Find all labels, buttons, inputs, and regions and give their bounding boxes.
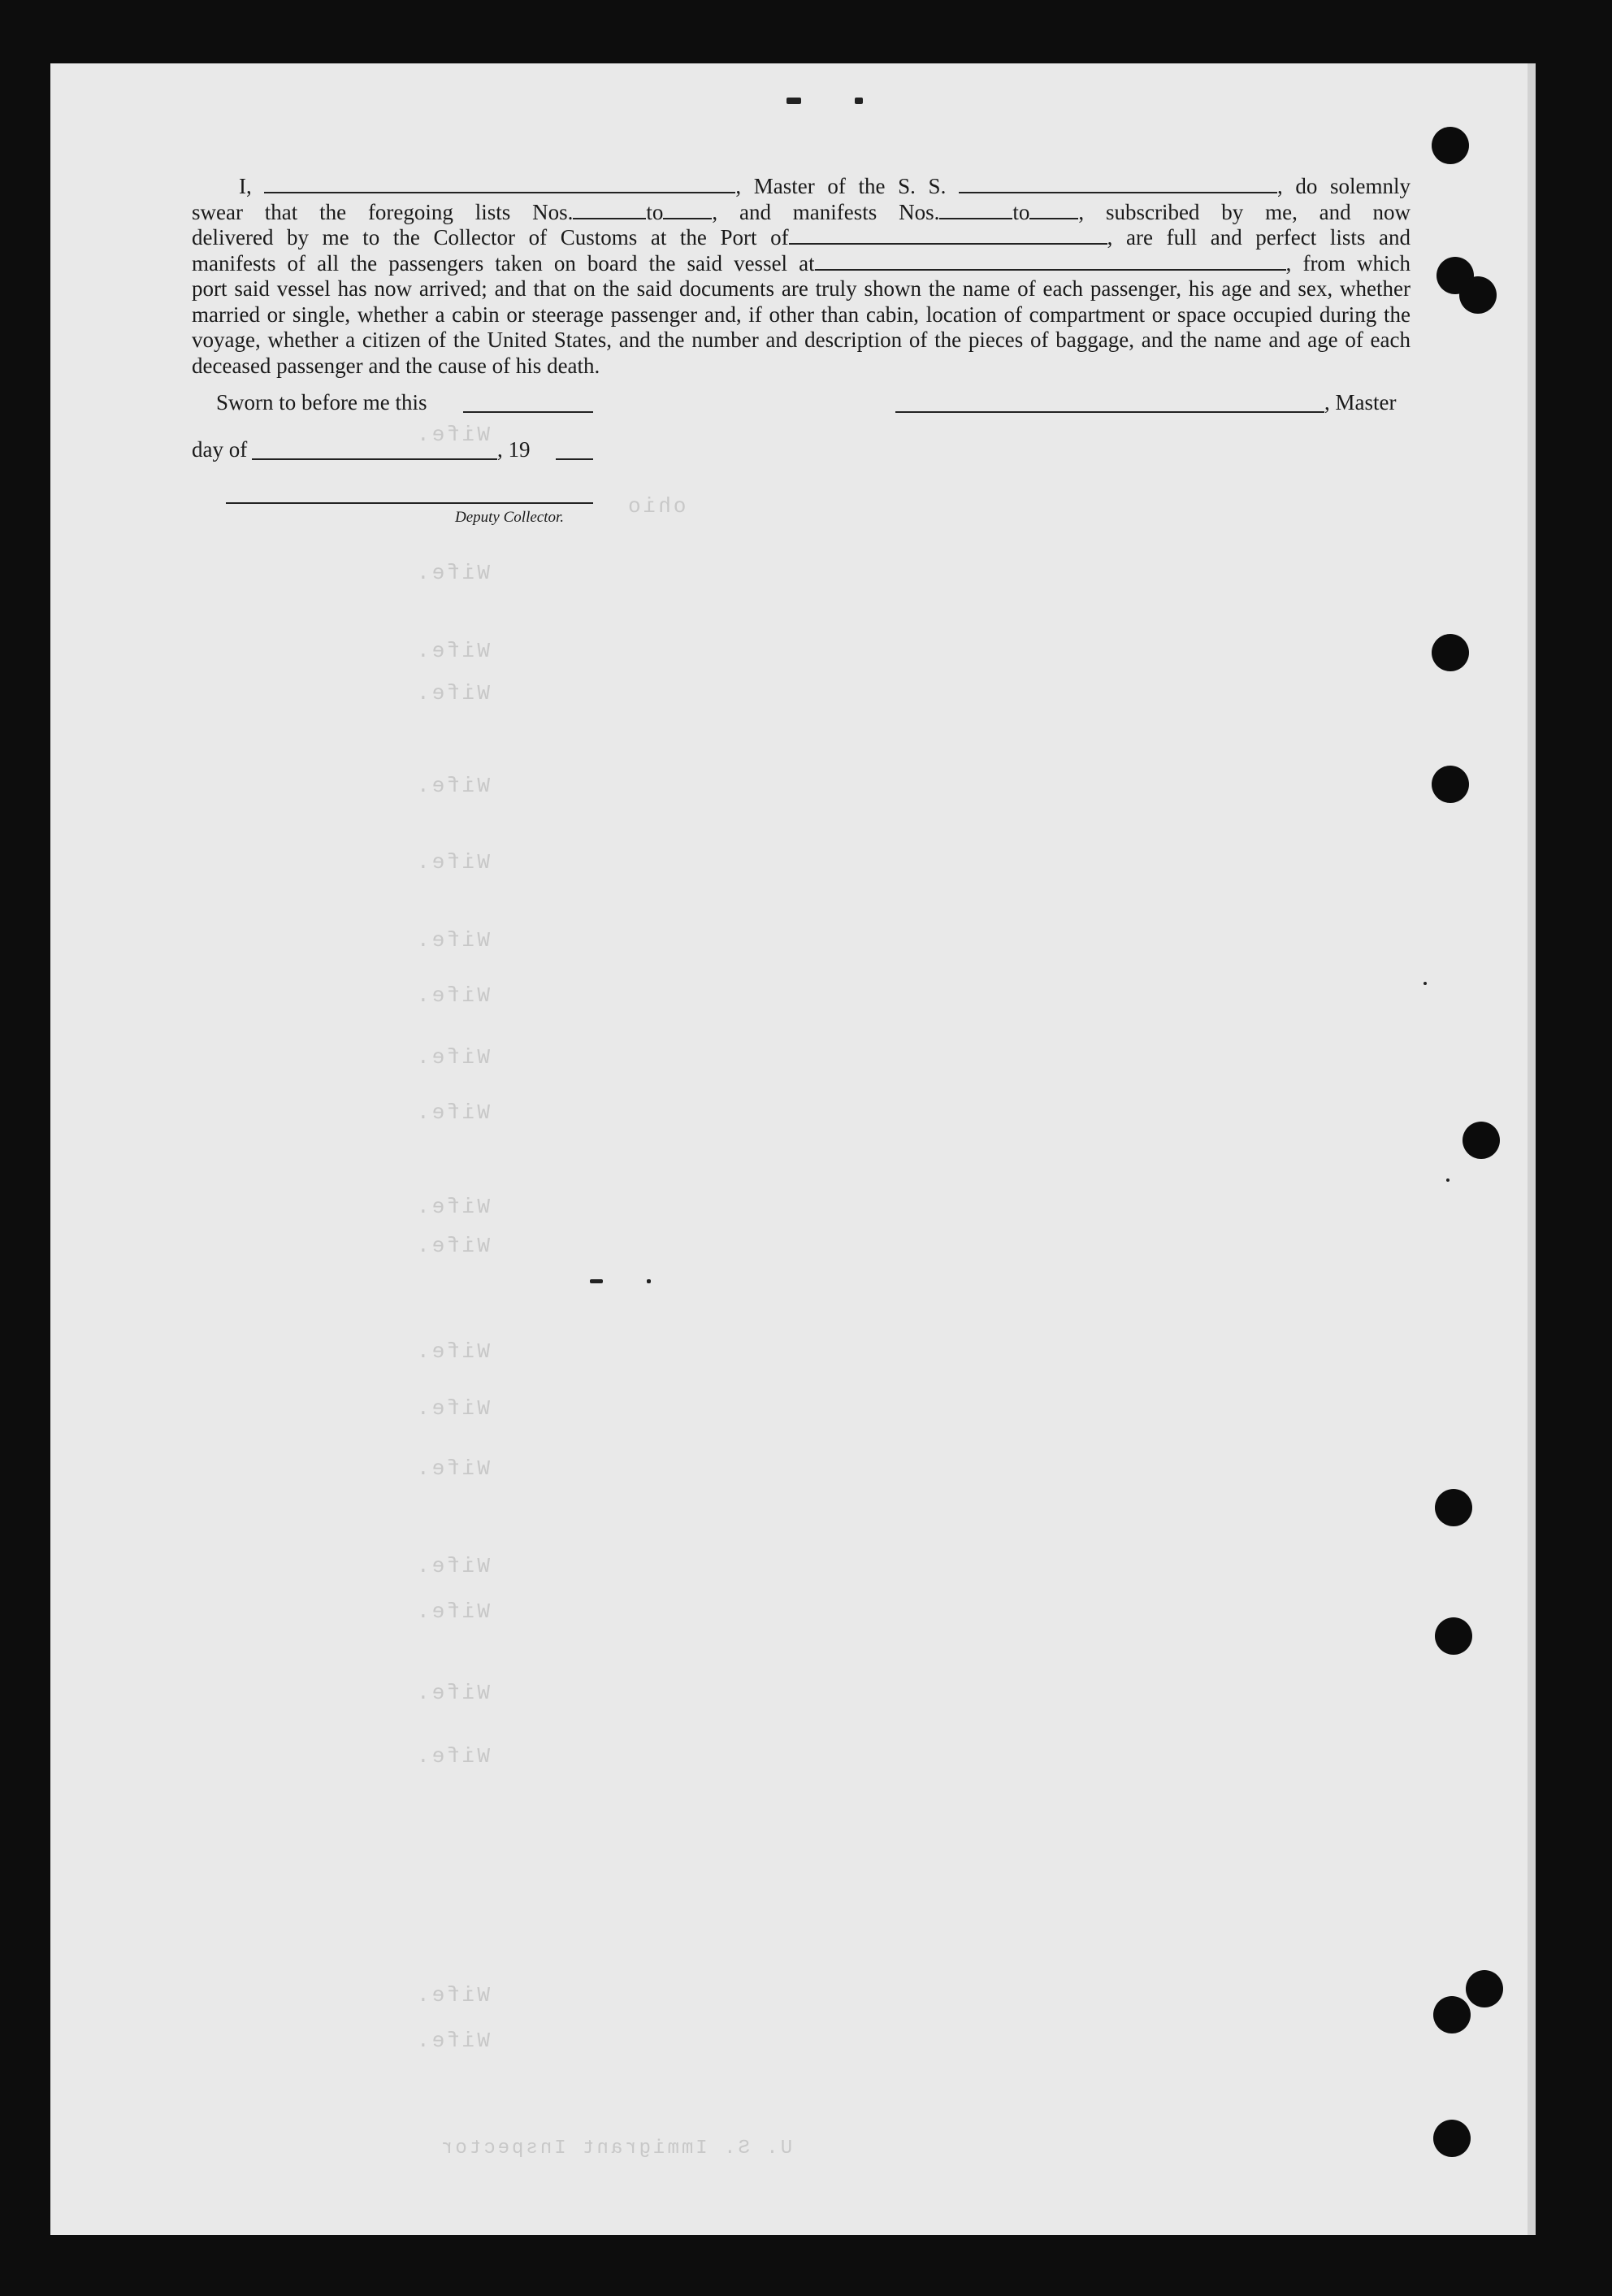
list-from-blank <box>573 218 646 219</box>
bleed-through-text: Wife. <box>414 1554 491 1578</box>
punch-hole <box>1462 1122 1500 1159</box>
year-label <box>497 437 531 462</box>
ink-speck <box>647 1279 651 1283</box>
manifest-from-blank <box>939 218 1012 219</box>
punch-hole <box>1433 2120 1471 2157</box>
bleed-through-text: Wife. <box>414 850 491 875</box>
oath-body: port said vessel has now arrived; and that on the said documents are truly shown the name of each passenger, his age and sex, whether married or single, whether a cabin or steerage passenger and, if other than cabin, location of compartment or space occupied during the voyage, whether a citizen of the United States, and the number and description of the pieces of baggage, and the name and age of each deceased passenger and the cause of his death. <box>192 276 1410 378</box>
bleed-through-text: Wife. <box>414 1456 491 1481</box>
oath-lists-nos: swear that the foregoing lists Nos. <box>192 199 574 224</box>
departure-port-blank <box>815 269 1286 271</box>
bleed-through-text: Wife. <box>414 1681 491 1705</box>
punch-hole <box>1433 1996 1471 2033</box>
bleed-through-text: Wife. <box>414 928 491 953</box>
scan-background <box>1536 0 1612 2296</box>
bleed-through-text: Wife. <box>414 1045 491 1070</box>
ink-speck <box>1446 1178 1450 1182</box>
punch-hole <box>1466 1970 1503 2007</box>
bleed-through-text: Wife. <box>414 1396 491 1421</box>
bleed-through-text: Wife. <box>414 2029 491 2053</box>
bleed-through-text: ohio <box>626 494 687 519</box>
bleed-through-text: Wife. <box>414 1195 491 1219</box>
sworn-line <box>216 390 427 415</box>
oath-manifests-nos: , and manifests Nos. <box>712 199 940 224</box>
list-to-blank <box>663 218 712 219</box>
bleed-through-text: Wife. <box>414 639 491 663</box>
bleed-through-text: Wife. <box>414 1100 491 1125</box>
bleed-through-inspector: U. S. Immigrant Inspector <box>439 2138 793 2159</box>
master-signature-blank <box>895 411 1324 413</box>
month-blank <box>252 458 497 460</box>
deputy-collector-text: Deputy Collector. <box>455 509 565 526</box>
port-blank <box>789 243 1107 245</box>
sworn-label: Sworn to before me this <box>216 390 427 414</box>
oath-master-of: , Master of the S. S. <box>735 174 947 198</box>
oath-subscribed: , subscribed by me, and now <box>1078 199 1410 224</box>
bleed-through-text: Wife. <box>414 423 491 447</box>
punch-hole <box>1435 1489 1472 1526</box>
ink-mark <box>786 98 801 104</box>
master-oath <box>192 174 1410 379</box>
ink-mark <box>855 98 863 104</box>
bleed-through-text: Wife. <box>414 681 491 705</box>
document-page <box>50 63 1536 2235</box>
bleed-through-text: Wife. <box>414 1234 491 1258</box>
oath-i: I, <box>239 174 252 198</box>
bleed-through-text: Wife. <box>414 561 491 585</box>
year-blank <box>556 458 593 460</box>
bleed-through-text: Wife. <box>414 1339 491 1364</box>
oath-to-2: to <box>1012 199 1030 224</box>
ship-name-blank <box>959 192 1277 193</box>
punch-hole <box>1432 634 1469 671</box>
punch-hole <box>1432 127 1469 164</box>
master-title: , Master <box>1324 390 1397 414</box>
ink-speck <box>590 1279 603 1283</box>
bleed-through-text: Wife. <box>414 1744 491 1769</box>
manifest-to-blank <box>1029 218 1078 219</box>
oath-collector: delivered by me to the Collector of Customs at the Port of <box>192 225 789 250</box>
oath-vessel-at: manifests of all the passengers taken on board the said vessel at <box>192 250 815 276</box>
page-edge <box>1528 63 1536 2235</box>
day-of-label: day of <box>192 437 248 462</box>
year-prefix: , 19 <box>497 437 531 462</box>
bleed-through-text: Wife. <box>414 1599 491 1624</box>
punch-hole <box>1435 1617 1472 1655</box>
day-of-line <box>192 437 247 462</box>
punch-hole <box>1459 276 1497 314</box>
oath-from-which: , from which <box>1285 250 1410 276</box>
master-name-blank <box>264 192 735 193</box>
punch-hole <box>1432 766 1469 803</box>
oath-solemnly: , do solemnly <box>1276 174 1410 198</box>
deputy-signature-blank <box>226 502 593 504</box>
oath-full-lists: , are full and perfect lists and <box>1107 225 1410 250</box>
bleed-through-text: Wife. <box>414 1983 491 2007</box>
bleed-through-text: Wife. <box>414 774 491 798</box>
deputy-collector-label <box>455 509 564 527</box>
sworn-date-blank <box>463 411 593 413</box>
master-label <box>1324 390 1396 415</box>
oath-to-1: to <box>646 199 664 224</box>
ink-speck <box>1424 982 1427 985</box>
bleed-through-text: Wife. <box>414 983 491 1008</box>
